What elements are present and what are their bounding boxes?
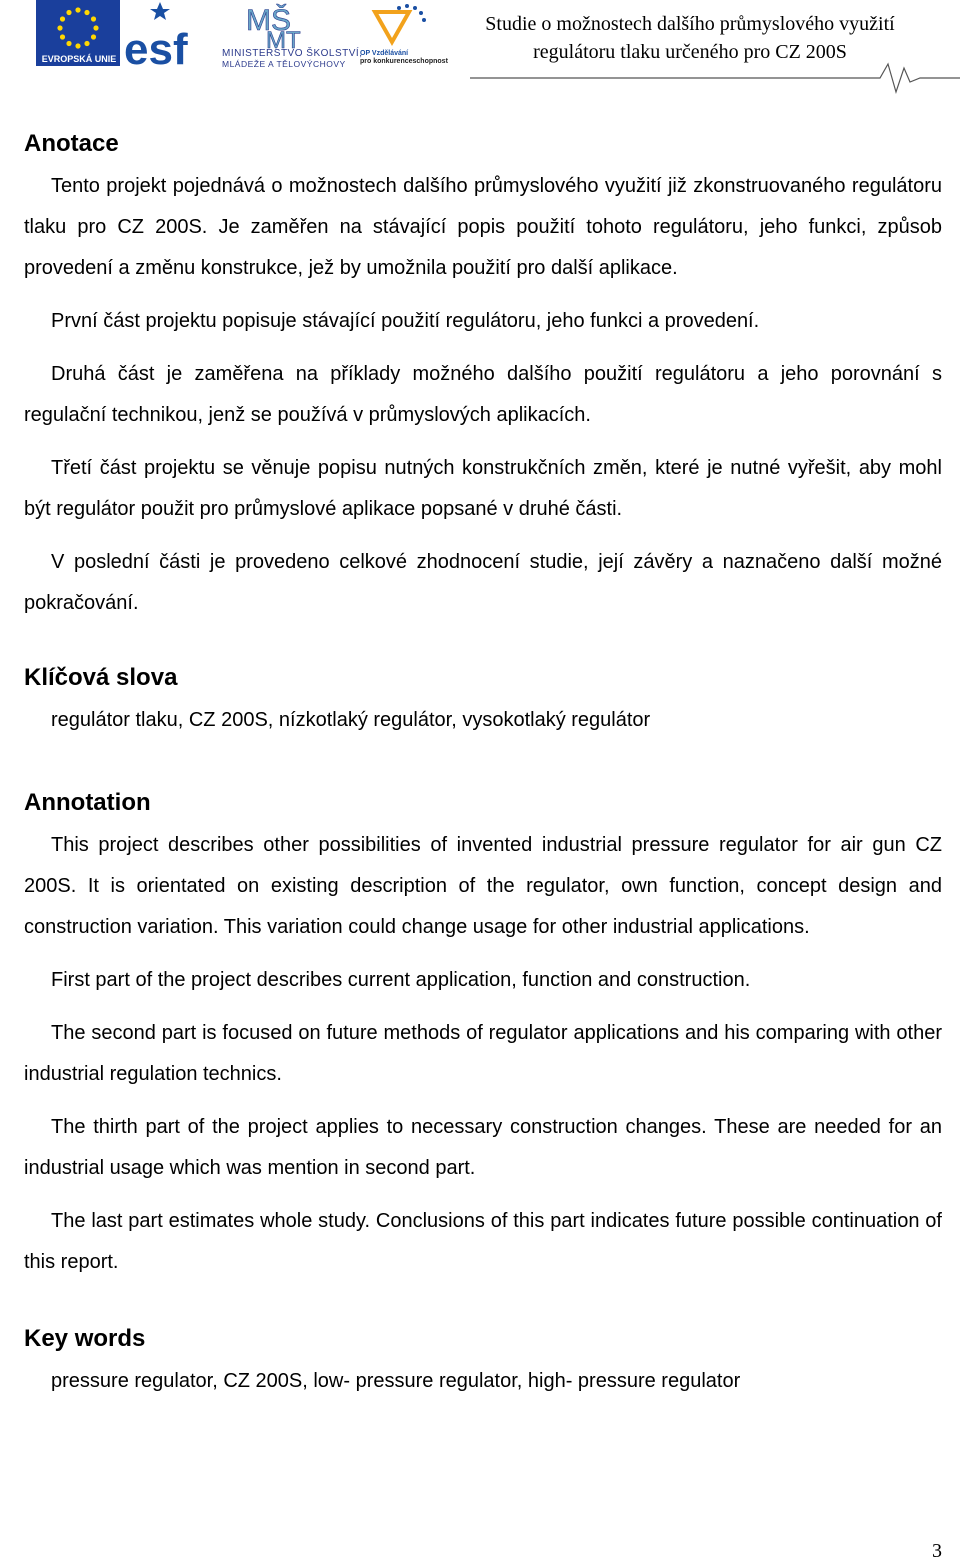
running-head-line1: Studie o možnostech dalšího průmyslového využití: [485, 13, 895, 35]
heading-klicova-slova: Klíčová slova: [24, 664, 178, 691]
running-head-line2: regulátoru tlaku určeného pro CZ 200S: [533, 41, 847, 63]
heading-annotation: Annotation: [24, 789, 151, 816]
op-caption: [360, 50, 448, 66]
esf-logo: [122, 0, 208, 70]
anotace-paragraph-4: Třetí část projektu se věnuje popisu nutných konstrukčních změn, které je nutné vyřešit, aby mohl být regulátor použit pro průmyslové aplikace popsané v druhé části.: [24, 457, 942, 520]
anotace-paragraph-2: První část projektu popisuje stávající použití regulátoru, jeho funkci a provedení.: [51, 310, 760, 332]
op-caption-line1: OP Vzdělávání: [360, 50, 409, 57]
svg-text:esf: esf: [124, 25, 188, 70]
anotace-paragraph-3: Druhá část je zaměřena na příklady možného dalšího použití regulátoru a jeho porovnání s regulační technikou, jenž se používá v průmyslových aplikacích.: [24, 363, 942, 426]
page-header: [0, 0, 960, 100]
anotace-paragraph-1: Tento projekt pojednává o možnostech dalšího průmyslového využití již zkonstruovaného regulátoru tlaku pro CZ 200S. Je zaměřen na stávající popis použití tohoto regulátoru, jeho funkci, způsob provedení a změnu konstrukce, jež by umožnila použití pro další aplikace.: [24, 175, 942, 279]
annotation-paragraph-4: The thirth part of the project applies to necessary construction changes. These are needed for an industrial usage which was mention in second part.: [24, 1116, 942, 1179]
heading-key-words: Key words: [24, 1325, 146, 1352]
msmt-caption-line1: MINISTERSTVO ŠKOLSTVÍ,: [222, 48, 363, 59]
svg-text:MT: MT: [266, 27, 301, 54]
annotation-paragraph-5: The last part estimates whole study. Conclusions of this part indicates future possible continuation of this report.: [24, 1210, 942, 1273]
op-caption-line2: pro konkurenceschopnost: [360, 58, 448, 65]
anotace-paragraph-5: V poslední části je provedeno celkové zhodnocení studie, její závěry a naznačeno další možné pokračování.: [24, 551, 942, 614]
pulse-line-decoration: [470, 58, 960, 98]
page-content: [24, 122, 942, 1402]
heading-anotace: Anotace: [24, 130, 119, 157]
klicova-slova-text: regulátor tlaku, CZ 200S, nízkotlaký regulátor, vysokotlaký regulátor: [51, 709, 651, 731]
eu-label: EVROPSKÁ UNIE: [41, 54, 117, 64]
key-words-text: pressure regulator, CZ 200S, low- pressure regulator, high- pressure regulator: [51, 1370, 741, 1392]
annotation-paragraph-1: This project describes other possibilities of invented industrial pressure regulator for air gun CZ 200S. It is orientated on existing description of the regulator, own function, concept design and construction variation. This variation could change usage for other industrial applications.: [24, 834, 942, 938]
annotation-paragraph-2: First part of the project describes current application, function and construction.: [51, 969, 751, 991]
svg-text:MŠ: MŠ: [246, 4, 291, 37]
page-number: 3: [932, 1540, 942, 1562]
msmt-caption: [222, 48, 362, 70]
msmt-caption-line2: MLÁDEŽE A TĚLOVÝCHOVY: [222, 59, 346, 69]
annotation-paragraph-3: The second part is focused on future methods of regulator applications and his comparing with other industrial regulation technics.: [24, 1022, 942, 1085]
